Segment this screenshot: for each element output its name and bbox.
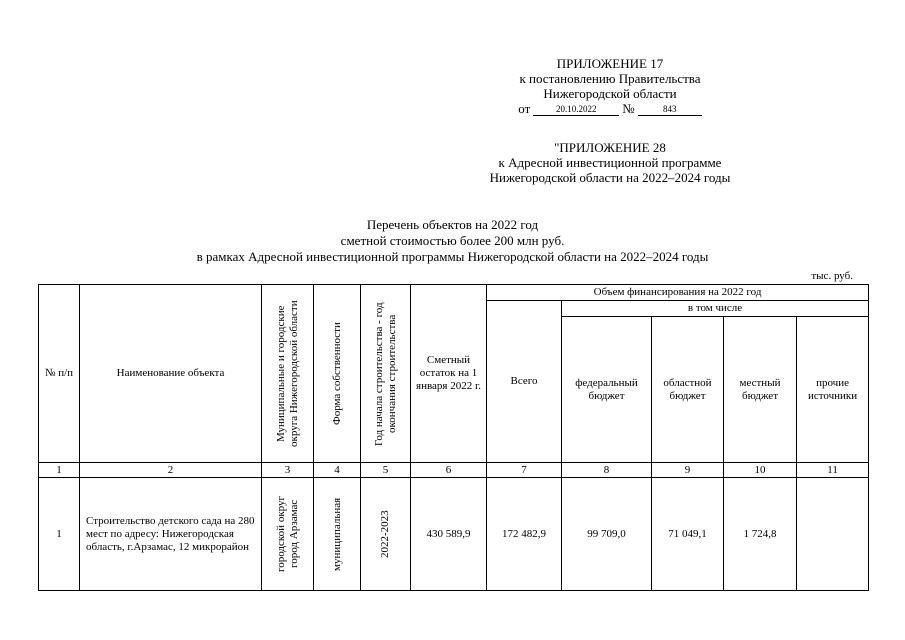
column-number: 11 — [797, 463, 869, 478]
units-label: тыс. руб. — [811, 270, 853, 282]
header-balance: Сметный остаток на 1 января 2022 г. — [411, 285, 487, 463]
header-municipality — [262, 285, 314, 463]
header-including: в том числе — [562, 301, 869, 317]
appendix-17-title: ПРИЛОЖЕНИЕ 17 — [556, 56, 664, 71]
header-other: прочие источники — [797, 317, 869, 463]
header-federal: федеральный бюджет — [562, 317, 652, 463]
row-municipality — [262, 478, 314, 591]
column-number: 3 — [262, 463, 314, 478]
column-numbers-row — [39, 463, 869, 478]
row-balance: 430 589,9 — [411, 478, 487, 591]
order-number: 843 — [638, 104, 702, 116]
column-number: 10 — [724, 463, 797, 478]
row-other — [797, 478, 869, 591]
column-number: 9 — [652, 463, 724, 478]
row-local: 1 724,8 — [724, 478, 797, 591]
row-name: Строительство детского сада на 280 мест по адресу: Нижегородская область, г.Арзамас, 12 микрорайон — [80, 478, 262, 591]
header-years-text: Год начала строительства - год окончания строительства — [372, 301, 398, 446]
header-local: местный бюджет — [724, 317, 797, 463]
column-number: 8 — [562, 463, 652, 478]
column-number: 7 — [487, 463, 562, 478]
column-number: 5 — [361, 463, 411, 478]
header-municipality-text: Муниципальные и городские округа Нижегородской области — [274, 300, 300, 447]
column-number: 2 — [80, 463, 262, 478]
from-label: от — [518, 101, 531, 116]
header-regional: областной бюджет — [652, 317, 724, 463]
header-num: № п/п — [39, 285, 80, 463]
row-municipality-text: городской округ город Арзамас — [274, 495, 300, 573]
appendix-17-line1: к постановлению Правительства — [519, 71, 701, 86]
header-years — [361, 285, 411, 463]
column-number: 6 — [411, 463, 487, 478]
row-years-text: 2022-2023 — [379, 510, 391, 558]
table-row — [39, 478, 869, 591]
document-title-line1: Перечень объектов на 2022 год — [366, 217, 539, 232]
appendix-28-line2: Нижегородской области на 2022–2024 годы — [489, 170, 731, 185]
row-years — [361, 478, 411, 591]
objects-table — [38, 284, 869, 591]
appendix-28-line1: к Адресной инвестиционной программе — [498, 155, 722, 170]
row-total: 172 482,9 — [487, 478, 562, 591]
row-federal: 99 709,0 — [562, 478, 652, 591]
row-ownership-text: муниципальная — [330, 497, 343, 571]
appendix-17-line2: Нижегородской области — [543, 86, 677, 101]
column-number: 1 — [39, 463, 80, 478]
appendix-28-header — [460, 140, 760, 185]
header-financing: Объем финансирования на 2022 год — [487, 285, 869, 301]
document-title — [0, 217, 905, 265]
header-ownership-text: Форма собственности — [330, 322, 343, 425]
document-title-line2: сметной стоимостью более 200 млн руб. — [340, 233, 565, 248]
row-ownership — [314, 478, 361, 591]
header-name: Наименование объекта — [80, 285, 262, 463]
order-date: 20.10.2022 — [533, 104, 619, 116]
row-regional: 71 049,1 — [652, 478, 724, 591]
appendix-17-header — [460, 56, 760, 116]
appendix-28-title: "ПРИЛОЖЕНИЕ 28 — [554, 140, 666, 155]
column-number: 4 — [314, 463, 361, 478]
order-reference — [460, 101, 760, 116]
header-total: Всего — [487, 301, 562, 463]
number-label: № — [622, 101, 635, 116]
header-ownership — [314, 285, 361, 463]
row-num: 1 — [39, 478, 80, 591]
document-title-line3: в рамках Адресной инвестиционной программы Нижегородской области на 2022–2024 годы — [196, 249, 709, 264]
